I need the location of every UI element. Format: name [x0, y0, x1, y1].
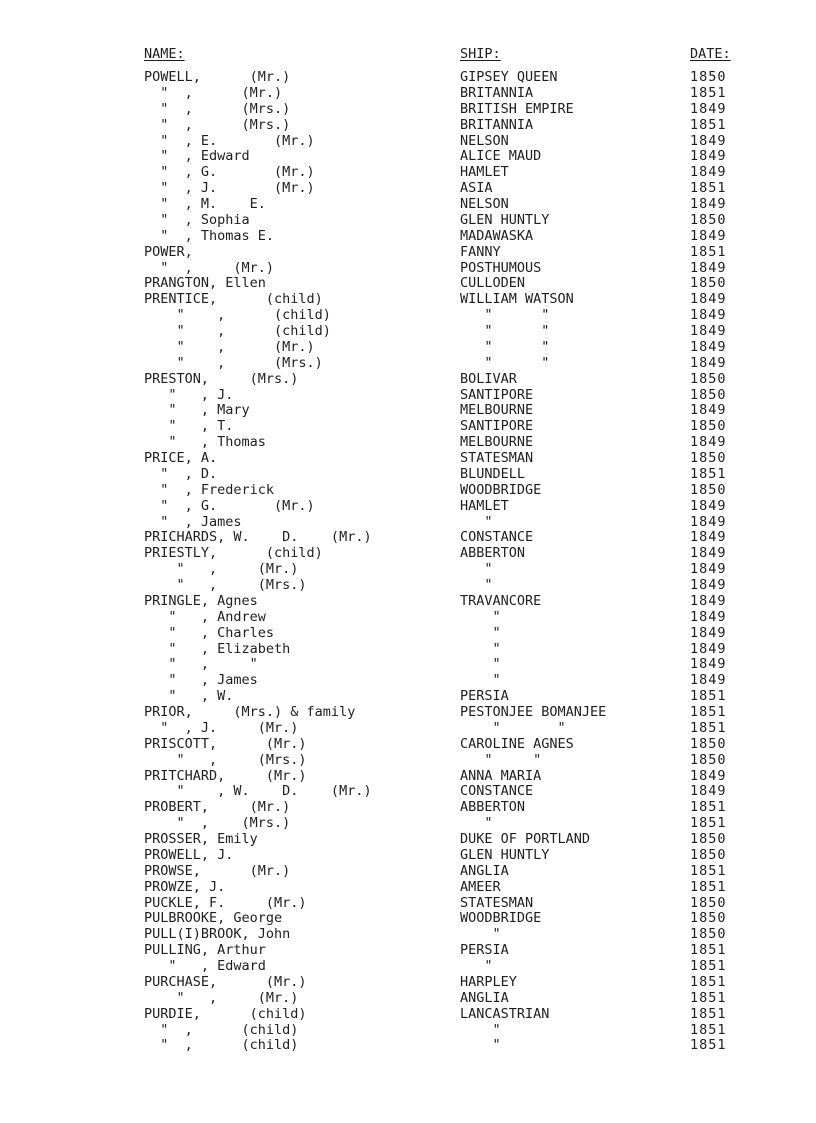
ship-name: ": [460, 1037, 501, 1054]
arrival-date: 1849: [690, 624, 727, 641]
ship-name: PERSIA: [460, 942, 509, 959]
arrival-date: 1850: [690, 275, 727, 292]
table-row: [0, 229, 816, 245]
arrival-date: 1851: [690, 1037, 727, 1054]
table-row: [0, 292, 816, 308]
passenger-name: PROWZE, J.: [144, 878, 226, 895]
arrival-date: 1849: [690, 291, 727, 308]
table-row: [0, 911, 816, 927]
arrival-date: 1849: [690, 513, 727, 530]
table-row: [0, 467, 816, 483]
table-row: [0, 657, 816, 673]
table-row: [0, 610, 816, 626]
ship-name: BRITISH EMPIRE: [460, 100, 574, 117]
arrival-date: 1851: [690, 180, 727, 197]
passenger-name: PROBERT, (Mr.): [144, 799, 291, 816]
ship-name: ": [460, 624, 501, 641]
ship-name: PESTONJEE BOMANJEE: [460, 704, 607, 720]
table-row: [0, 769, 816, 785]
arrival-date: 1849: [690, 148, 727, 165]
table-row: [0, 276, 816, 292]
arrival-date: 1851: [690, 942, 727, 959]
arrival-date: 1851: [690, 116, 727, 133]
arrival-date: 1851: [690, 815, 727, 832]
passenger-name: POWER,: [144, 243, 193, 260]
table-row: [0, 134, 816, 150]
arrival-date: 1851: [690, 1021, 727, 1038]
passenger-name: PRICHARDS, W. D. (Mr.): [144, 529, 372, 546]
arrival-date: 1849: [690, 672, 727, 689]
ship-name: ": [460, 656, 501, 673]
ship-name: LANCASTRIAN: [460, 1005, 550, 1022]
arrival-date: 1849: [690, 497, 727, 514]
ship-name: GLEN HUNTLY: [460, 211, 550, 228]
ship-name: " ": [460, 307, 550, 324]
arrival-date: 1851: [690, 1005, 727, 1022]
arrival-date: 1851: [690, 688, 727, 705]
table-row: [0, 642, 816, 658]
table-row: [0, 356, 816, 372]
table-row: [0, 149, 816, 165]
ship-name: STATESMAN: [460, 894, 534, 911]
passenger-name: PROWELL, J.: [144, 846, 234, 863]
ship-name: SANTIPORE: [460, 386, 534, 403]
ship-name: NELSON: [460, 196, 509, 212]
ship-name: BOLIVAR: [460, 370, 517, 387]
arrival-date: 1849: [690, 767, 727, 784]
arrival-date: 1850: [690, 481, 727, 498]
ship-name: ": [460, 561, 493, 578]
arrival-date: 1851: [690, 704, 727, 720]
arrival-date: 1850: [690, 69, 727, 85]
arrival-date: 1851: [690, 243, 727, 260]
ship-name: ": [460, 1021, 501, 1038]
passenger-name: PRITCHARD, (Mr.): [144, 767, 307, 784]
arrival-date: 1850: [690, 751, 727, 768]
ship-name: " ": [460, 751, 542, 768]
ship-name: ABBERTON: [460, 545, 526, 562]
ship-name: " ": [460, 338, 550, 355]
arrival-date: 1850: [690, 386, 727, 403]
ship-name: TRAVANCORE: [460, 592, 542, 609]
passenger-name: " , (Mrs.): [144, 100, 291, 117]
passenger-name: " , J. (Mr.): [144, 180, 315, 197]
ship-name: SANTIPORE: [460, 418, 534, 435]
table-row: [0, 880, 816, 896]
table-row: [0, 403, 816, 419]
passenger-name: " , W.: [144, 688, 234, 705]
passenger-name: " , G. (Mr.): [144, 164, 315, 181]
ship-name: BRITANNIA: [460, 84, 534, 101]
passenger-name: PRISCOTT, (Mr.): [144, 735, 307, 752]
passenger-name: " , (Mrs.): [144, 577, 307, 593]
arrival-date: 1851: [690, 799, 727, 816]
passenger-name: PULBROOKE, George: [144, 910, 283, 927]
passenger-name: " , (Mr.): [144, 84, 283, 101]
ship-name: BRITANNIA: [460, 116, 534, 133]
table-row: [0, 626, 816, 642]
ship-name: CONSTANCE: [460, 529, 534, 546]
ship-name: ": [460, 513, 493, 530]
passenger-name: POWELL, (Mr.): [144, 69, 291, 85]
table-row: [0, 197, 816, 213]
passenger-name: " , T.: [144, 418, 234, 435]
ship-column-header: SHIP:: [460, 46, 501, 62]
ship-name: GIPSEY QUEEN: [460, 69, 558, 85]
ship-name: ": [460, 640, 501, 657]
ship-name: ANGLIA: [460, 989, 509, 1006]
passenger-name: " , (Mrs.): [144, 116, 291, 133]
arrival-date: 1849: [690, 100, 727, 117]
arrival-date: 1851: [690, 719, 727, 736]
arrival-date: 1849: [690, 561, 727, 578]
passenger-name: " , Sophia: [144, 211, 250, 228]
table-row: [0, 435, 816, 451]
passenger-name: PUCKLE, F. (Mr.): [144, 894, 307, 911]
table-row: [0, 515, 816, 531]
table-row: [0, 419, 816, 435]
arrival-date: 1849: [690, 783, 727, 800]
ship-name: MELBOURNE: [460, 402, 534, 419]
table-row: [0, 705, 816, 721]
table-row: [0, 118, 816, 134]
passenger-name: " , (Mr.): [144, 259, 275, 276]
passenger-name: " , W. D. (Mr.): [144, 783, 372, 800]
table-row: [0, 1007, 816, 1023]
table-row: [0, 848, 816, 864]
table-row: [0, 86, 816, 102]
table-row: [0, 181, 816, 197]
ship-name: " ": [460, 719, 566, 736]
table-row: [0, 991, 816, 1007]
date-column-header: DATE:: [690, 46, 731, 62]
table-row: [0, 927, 816, 943]
table-row: [0, 70, 816, 86]
ship-name: ANGLIA: [460, 862, 509, 879]
passenger-name: " , Charles: [144, 624, 275, 641]
passenger-name: PRIOR, (Mrs.) & family: [144, 704, 356, 720]
ship-name: WOODBRIDGE: [460, 481, 542, 498]
arrival-date: 1851: [690, 973, 727, 990]
passenger-name: PRICE, A.: [144, 450, 218, 466]
table-row: [0, 864, 816, 880]
table-row: [0, 753, 816, 769]
arrival-date: 1849: [690, 259, 727, 276]
arrival-date: 1849: [690, 323, 727, 339]
ship-name: POSTHUMOUS: [460, 259, 542, 276]
ship-name: ASIA: [460, 180, 493, 197]
passenger-name: " , Thomas: [144, 434, 266, 451]
arrival-date: 1849: [690, 307, 727, 324]
table-row: [0, 340, 816, 356]
passenger-name: " , Frederick: [144, 481, 275, 498]
arrival-date: 1850: [690, 910, 727, 927]
arrival-date: 1850: [690, 211, 727, 228]
passenger-name: " , M. E.: [144, 196, 266, 212]
table-row: [0, 975, 816, 991]
table-row: [0, 165, 816, 181]
passenger-name: " , (Mr.): [144, 989, 299, 1006]
arrival-date: 1849: [690, 354, 727, 371]
arrival-date: 1849: [690, 132, 727, 149]
passenger-name: " , J.: [144, 386, 234, 403]
ship-name: ": [460, 577, 493, 593]
ship-name: WILLIAM WATSON: [460, 291, 574, 308]
ship-name: HAMLET: [460, 164, 509, 181]
passenger-name: " , Elizabeth: [144, 640, 291, 657]
arrival-date: 1850: [690, 450, 727, 466]
table-row: [0, 372, 816, 388]
passenger-name: " , (Mr.): [144, 338, 315, 355]
ship-name: ": [460, 815, 493, 832]
ship-name: CULLODEN: [460, 275, 526, 292]
passenger-name: " , Edward: [144, 958, 266, 974]
ship-name: STATESMAN: [460, 450, 534, 466]
passenger-name: PROSSER, Emily: [144, 831, 258, 847]
arrival-date: 1849: [690, 434, 727, 451]
passenger-name: " , (Mr.): [144, 561, 299, 578]
ship-name: " ": [460, 323, 550, 339]
arrival-date: 1849: [690, 545, 727, 562]
arrival-date: 1851: [690, 465, 727, 482]
ship-name: HARPLEY: [460, 973, 517, 990]
table-row: [0, 308, 816, 324]
table-row: [0, 737, 816, 753]
ship-name: ABBERTON: [460, 799, 526, 816]
table-row: [0, 213, 816, 229]
arrival-date: 1849: [690, 338, 727, 355]
passenger-name: PRANGTON, Ellen: [144, 275, 266, 292]
table-row: [0, 562, 816, 578]
arrival-date: 1850: [690, 370, 727, 387]
arrival-date: 1850: [690, 894, 727, 911]
table-row: [0, 594, 816, 610]
passenger-name: PULLING, Arthur: [144, 942, 266, 959]
ship-name: MELBOURNE: [460, 434, 534, 451]
passenger-name: PURDIE, (child): [144, 1005, 307, 1022]
arrival-date: 1851: [690, 862, 727, 879]
passenger-name: " , G. (Mr.): [144, 497, 315, 514]
table-row: [0, 324, 816, 340]
arrival-date: 1851: [690, 84, 727, 101]
ship-name: NELSON: [460, 132, 509, 149]
table-row: [0, 800, 816, 816]
passenger-name: " , Thomas E.: [144, 227, 275, 244]
arrival-date: 1850: [690, 418, 727, 435]
passenger-name: " , D.: [144, 465, 218, 482]
ship-name: ": [460, 672, 501, 689]
ship-name: FANNY: [460, 243, 501, 260]
ship-name: ": [460, 608, 501, 625]
ship-name: DUKE OF PORTLAND: [460, 831, 591, 847]
table-row: [0, 102, 816, 118]
ship-name: ALICE MAUD: [460, 148, 542, 165]
passenger-name: " , Andrew: [144, 608, 266, 625]
passenger-name: PRESTON, (Mrs.): [144, 370, 299, 387]
table-row: [0, 832, 816, 848]
arrival-date: 1850: [690, 846, 727, 863]
arrival-date: 1849: [690, 592, 727, 609]
table-row: [0, 1023, 816, 1039]
name-column-header: NAME:: [144, 46, 185, 62]
table-row: [0, 451, 816, 467]
arrival-date: 1851: [690, 878, 727, 895]
table-row: [0, 959, 816, 975]
passenger-name: " , (child): [144, 323, 331, 339]
ship-name: MADAWASKA: [460, 227, 534, 244]
passenger-name: " , Edward: [144, 148, 250, 165]
arrival-date: 1849: [690, 640, 727, 657]
table-row: [0, 245, 816, 261]
arrival-date: 1850: [690, 735, 727, 752]
passenger-name: " , (Mrs.): [144, 815, 291, 832]
passenger-name: " , James: [144, 672, 258, 689]
passenger-name: PRINGLE, Agnes: [144, 592, 258, 609]
ship-name: AMEER: [460, 878, 501, 895]
table-row: [0, 896, 816, 912]
passenger-name: " , (child): [144, 1021, 299, 1038]
ship-name: PERSIA: [460, 688, 509, 705]
arrival-date: 1849: [690, 608, 727, 625]
ship-name: ": [460, 926, 501, 943]
table-row: [0, 689, 816, 705]
table-row: [0, 816, 816, 832]
table-row: [0, 388, 816, 404]
table-row: [0, 784, 816, 800]
table-row: [0, 578, 816, 594]
passenger-name: PULL(I)BROOK, John: [144, 926, 291, 943]
ship-name: BLUNDELL: [460, 465, 526, 482]
arrival-date: 1850: [690, 831, 727, 847]
table-row: [0, 673, 816, 689]
ship-name: " ": [460, 354, 550, 371]
ship-name: HAMLET: [460, 497, 509, 514]
arrival-date: 1849: [690, 656, 727, 673]
passenger-name: PROWSE, (Mr.): [144, 862, 291, 879]
table-row: [0, 530, 816, 546]
passenger-list: [0, 70, 816, 1054]
passenger-name: PRIESTLY, (child): [144, 545, 323, 562]
ship-name: ": [460, 958, 493, 974]
passenger-name: " , (Mrs.): [144, 751, 307, 768]
arrival-date: 1850: [690, 926, 727, 943]
table-row: [0, 483, 816, 499]
passenger-name: " , J. (Mr.): [144, 719, 299, 736]
arrival-date: 1849: [690, 227, 727, 244]
passenger-name: " , ": [144, 656, 258, 673]
arrival-date: 1851: [690, 958, 727, 974]
passenger-name: " , James: [144, 513, 242, 530]
passenger-name: " , (child): [144, 307, 331, 324]
ship-name: WOODBRIDGE: [460, 910, 542, 927]
ship-name: ANNA MARIA: [460, 767, 542, 784]
arrival-date: 1851: [690, 989, 727, 1006]
ship-name: GLEN HUNTLY: [460, 846, 550, 863]
table-row: [0, 261, 816, 277]
table-row: [0, 499, 816, 515]
arrival-date: 1849: [690, 196, 727, 212]
passenger-name: " , (child): [144, 1037, 299, 1054]
table-row: [0, 721, 816, 737]
passenger-name: " , Mary: [144, 402, 250, 419]
passenger-name: PURCHASE, (Mr.): [144, 973, 307, 990]
ship-name: CAROLINE AGNES: [460, 735, 574, 752]
table-row: [0, 943, 816, 959]
table-row: [0, 546, 816, 562]
arrival-date: 1849: [690, 164, 727, 181]
passenger-name: PRENTICE, (child): [144, 291, 323, 308]
passenger-name: " , E. (Mr.): [144, 132, 315, 149]
arrival-date: 1849: [690, 577, 727, 593]
arrival-date: 1849: [690, 529, 727, 546]
arrival-date: 1849: [690, 402, 727, 419]
passenger-name: " , (Mrs.): [144, 354, 323, 371]
ship-name: CONSTANCE: [460, 783, 534, 800]
table-row: [0, 1038, 816, 1054]
